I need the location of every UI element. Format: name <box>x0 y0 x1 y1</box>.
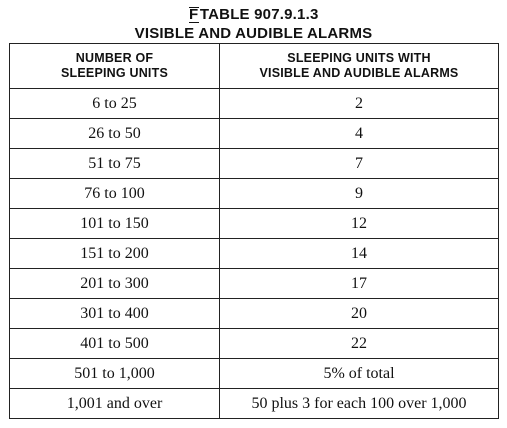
alarm-units-cell: 9 <box>220 179 499 209</box>
table-row <box>10 359 499 389</box>
header-line: SLEEPING UNITS <box>61 66 168 80</box>
table-row <box>10 389 499 419</box>
sleeping-units-cell: 51 to 75 <box>10 149 220 179</box>
table-row <box>10 269 499 299</box>
sleeping-units-cell: 6 to 25 <box>10 89 220 119</box>
table-row <box>10 89 499 119</box>
sleeping-units-cell: 301 to 400 <box>10 299 220 329</box>
table-caption: VISIBLE AND AUDIBLE ALARMS <box>134 25 373 42</box>
header-line: SLEEPING UNITS WITH <box>287 51 431 65</box>
alarm-units-cell: 50 plus 3 for each 100 over 1,000 <box>220 389 499 419</box>
header-line: NUMBER OF <box>75 51 154 65</box>
sleeping-units-cell: 101 to 150 <box>10 209 220 239</box>
alarm-units-cell: 12 <box>220 209 499 239</box>
table-row <box>10 329 499 359</box>
header-row <box>10 44 499 89</box>
title-prefix: F <box>189 6 199 23</box>
table-row <box>10 119 499 149</box>
sleeping-units-cell: 76 to 100 <box>10 179 220 209</box>
table-number <box>0 5 507 24</box>
table-row <box>10 149 499 179</box>
alarm-units-cell: 7 <box>220 149 499 179</box>
table-row <box>10 209 499 239</box>
alarm-units-cell: 20 <box>220 299 499 329</box>
sleeping-units-cell: 401 to 500 <box>10 329 220 359</box>
table-title <box>0 5 507 43</box>
header-units-with-alarms <box>220 44 499 89</box>
sleeping-units-cell: 501 to 1,000 <box>10 359 220 389</box>
sleeping-units-cell: 26 to 50 <box>10 119 220 149</box>
table-row <box>10 299 499 329</box>
alarm-units-cell: 17 <box>220 269 499 299</box>
alarms-table <box>9 43 499 419</box>
table-row <box>10 179 499 209</box>
alarm-units-cell: 2 <box>220 89 499 119</box>
table-row <box>10 239 499 269</box>
alarm-units-cell: 5% of total <box>220 359 499 389</box>
header-line: VISIBLE AND AUDIBLE ALARMS <box>259 66 459 80</box>
alarm-units-cell: 4 <box>220 119 499 149</box>
sleeping-units-cell: 201 to 300 <box>10 269 220 299</box>
alarm-units-cell: 22 <box>220 329 499 359</box>
sleeping-units-cell: 1,001 and over <box>10 389 220 419</box>
alarm-units-cell: 14 <box>220 239 499 269</box>
table-number-text: TABLE 907.9.1.3 <box>199 6 319 23</box>
header-number-of-sleeping-units <box>10 44 220 89</box>
sleeping-units-cell: 151 to 200 <box>10 239 220 269</box>
